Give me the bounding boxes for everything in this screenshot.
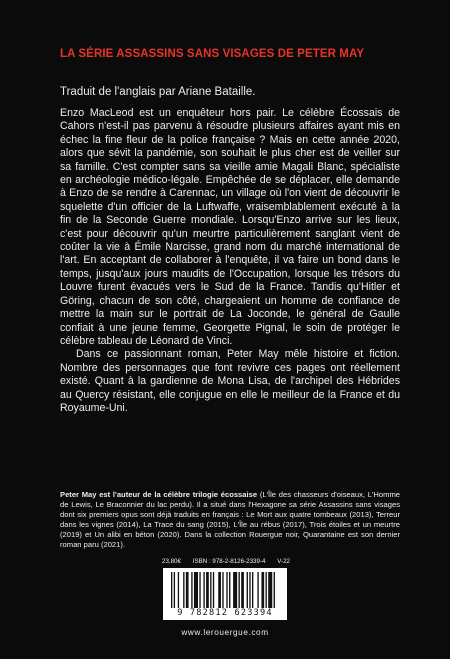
isbn-label: ISBN : 978-2-8126-2339-4	[192, 558, 266, 565]
author-bio-lead: Peter May est l'auteur de la célèbre trilogie écossaise	[60, 490, 258, 499]
back-cover-blurb	[60, 107, 400, 415]
barcode-meta	[162, 558, 290, 565]
publisher-website: www.lerouergue.com	[181, 628, 269, 637]
series-title: LA SÉRIE ASSASSINS SANS VISAGES DE PETER MAY	[60, 48, 365, 60]
edition-code: V-22	[277, 558, 290, 565]
author-bio-text: (L'Île des chasseurs d'oiseaux, L'Homme de Lewis, Le Braconnier du lac perdu). Il a situé dans l'Hexagone sa série Assassins sans visages dont six premiers opus sont déjà traduits en français : Le Mort aux quatre tombeaux (2013), Terreur dans les vignes (2014), La Trace du sang (2015), L'Île au rébus (2017), Trois étoiles et un meurtre (2019) et Un alibi en béton (2020). Dans la collection Rouergue noir, Quarantaine est son dernier roman paru (2021).	[60, 490, 400, 549]
blurb-paragraph-2: Dans ce passionnant roman, Peter May mêle histoire et fiction. Nombre des personnages que font revivre ces pages ont réellement existé. Quant à la gardienne de Mona Lisa, de l'archipel des Hébrides au Quercy résistant, elle conjugue en elle le meilleur de la France et du Royaume-Uni.	[60, 348, 400, 414]
barcode	[163, 568, 287, 620]
barcode-bars-icon	[171, 572, 279, 608]
author-bio	[60, 490, 400, 550]
translator-credit: Traduit de l'anglais par Ariane Bataille.	[60, 86, 256, 98]
blurb-paragraph-1: Enzo MacLeod est un enquêteur hors pair. Le célèbre Écossais de Cahors n'est-il pas parvenu à résoudre plusieurs affaires ayant mis en échec la fine fleur de la police française ? Mais en cette année 2020, alors que sévit la pandémie, son souhait le plus cher est de veiller sur sa famille. C'est compter sans sa vieille amie Magali Blanc, spécialiste en archéologie médico-légale. Empêchée de se déplacer, elle demande à Enzo de se rendre à Carennac, un village où l'on vient de découvrir le squelette d'un officier de la Luftwaffe, vraisemblablement exécuté à la fin de la Seconde Guerre mondiale. Lorsqu'Enzo arrive sur les lieux, c'est pour découvrir qu'un meurtre particulièrement sanglant vient de coûter la vie à Émile Narcisse, grand nom du marché international de l'art. En acceptant de collaborer à l'enquête, il va faire un bond dans le temps, jusqu'aux jours maudits de l'Occupation, lorsque les trésors du Louvre furent évacués vers le Sud de la France. Tandis qu'Hitler et Göring, chacun de son côté, chargeaient un homme de confiance de mettre la main sur le portrait de La Joconde, le général de Gaulle confiait à une jeune femme, Georgette Pignal, le soin de protéger le célèbre tableau de Léonard de Vinci.	[60, 107, 400, 347]
price-label: 23,80€	[162, 558, 181, 565]
barcode-digits: 9 782812 623394	[177, 608, 273, 618]
